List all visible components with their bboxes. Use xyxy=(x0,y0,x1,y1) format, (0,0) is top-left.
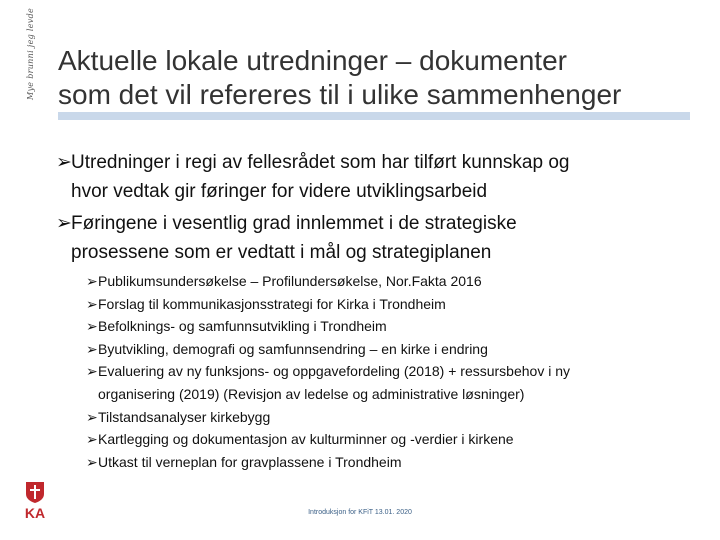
sub-bullet-text: Utkast til verneplan for gravplassene i Trondheim xyxy=(98,453,402,470)
sub-bullet-item xyxy=(86,428,706,451)
arrow-bullet-icon: ➢ xyxy=(86,453,98,470)
sub-bullet-text: Befolknings- og samfunnsutvikling i Trondheim xyxy=(98,318,387,335)
sub-bullet-text: Kartlegging og dokumentasjon av kulturminner og -verdier i kirkene xyxy=(98,431,514,448)
arrow-bullet-icon: ➢ xyxy=(86,408,98,425)
arrow-bullet-icon: ➢ xyxy=(86,431,98,448)
slide-title xyxy=(58,44,708,112)
sub-bullet-item xyxy=(86,360,706,405)
sub-bullet-text: Forslag til kommunikasjonsstrategi for Kirka i Trondheim xyxy=(98,295,446,312)
bullet-text-line-2: prosessene som er vedtatt i mål og strategiplanen xyxy=(71,242,492,263)
footer-text: Introduksjon for KFiT 13.01. 2020 xyxy=(308,509,412,516)
bullet-item xyxy=(56,209,706,267)
sub-bullet-item xyxy=(86,406,706,429)
sub-bullet-item xyxy=(86,270,706,293)
title-line-2: som det vil refereres til i ulike sammenhenger xyxy=(58,79,622,110)
sub-bullet-text-line-2: organisering (2019) (Revisjon av ledelse og administrative løsninger) xyxy=(98,385,525,402)
side-signature-text: Mye brunni jeg levde xyxy=(26,7,35,100)
sub-bullet-item xyxy=(86,451,706,474)
arrow-bullet-icon: ➢ xyxy=(56,213,72,234)
bullet-item xyxy=(56,148,706,206)
bullet-text-line-1: Utredninger i regi av fellesrådet som har tilført kunnskap og xyxy=(71,152,570,173)
bullet-text-line-2: hvor vedtak gir føringer for videre utviklingsarbeid xyxy=(71,181,488,202)
arrow-bullet-icon: ➢ xyxy=(86,340,98,357)
sub-bullet-text: Publikumsundersøkelse – Profilundersøkelse, Nor.Fakta 2016 xyxy=(98,273,482,289)
arrow-bullet-icon: ➢ xyxy=(56,152,72,173)
ka-logo xyxy=(22,480,48,527)
arrow-bullet-icon: ➢ xyxy=(86,363,98,380)
title-underline xyxy=(58,112,690,120)
sub-bullet-text: Tilstandsanalyser kirkebygg xyxy=(98,408,271,425)
sub-bullet-text: Byutvikling, demografi og samfunnsendring – en kirke i endring xyxy=(98,340,488,357)
sub-bullet-text: Evaluering av ny funksjons- og oppgavefordeling (2018) + ressursbehov i ny xyxy=(98,363,571,380)
arrow-bullet-icon: ➢ xyxy=(86,318,98,335)
ka-logo-text: KA xyxy=(24,505,46,521)
sub-bullet-item xyxy=(86,315,706,338)
arrow-bullet-icon: ➢ xyxy=(86,273,98,289)
sub-bullet-item xyxy=(86,338,706,361)
bullet-text-line-1: Føringene i vesentlig grad innlemmet i de strategiske xyxy=(71,213,517,234)
sub-bullet-list xyxy=(86,270,706,473)
bullet-list xyxy=(56,148,706,473)
arrow-bullet-icon: ➢ xyxy=(86,295,98,312)
title-line-1: Aktuelle lokale utredninger – dokumenter xyxy=(58,45,567,76)
sub-bullet-item xyxy=(86,293,706,316)
